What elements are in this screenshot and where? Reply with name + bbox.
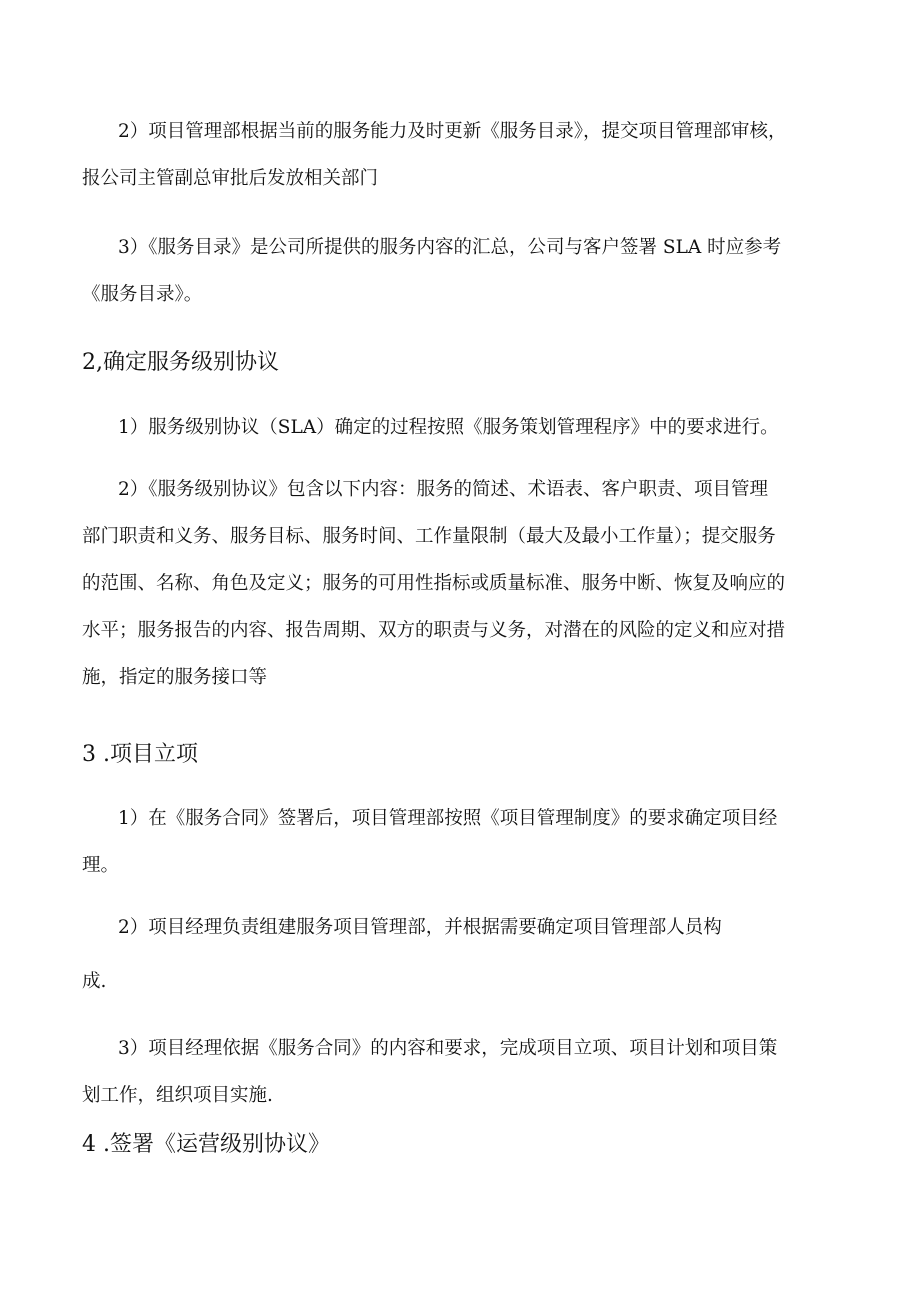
- paragraph-project-initiation: [82, 1025, 842, 1119]
- paragraph-project-manager: [82, 795, 842, 889]
- paragraph-line: 3）项目经理依据《服务合同》的内容和要求，完成项目立项、项目计划和项目策: [118, 1038, 778, 1059]
- paragraph-project-team: [82, 904, 842, 951]
- paragraph-sla-contents: [82, 466, 842, 701]
- paragraph-line: 施，指定的服务接口等: [82, 667, 268, 688]
- paragraph-service-catalog-summary: [82, 224, 842, 318]
- paragraph-line: 2）《服务级别协议》包含以下内容：服务的简述、术语表、客户职责、项目管理: [118, 479, 769, 500]
- paragraph-line: 成.: [82, 971, 107, 992]
- paragraph-line: 3）《服务目录》是公司所提供的服务内容的汇总，公司与客户签署 SLA 时应参考: [118, 237, 782, 258]
- paragraph-line: 划工作，组织项目实施.: [82, 1085, 273, 1106]
- paragraph-sla-process: [82, 404, 842, 451]
- paragraph-line: 1）在《服务合同》签署后，项目管理部按照《项目管理制度》的要求确定项目经: [118, 808, 778, 829]
- paragraph-line: 水平；服务报告的内容、报告周期、双方的职责与义务，对潜在的风险的定义和应对措: [82, 620, 786, 641]
- paragraph-project-team-continued: [82, 958, 842, 1005]
- paragraph-line: 的范围、名称、角色及定义；服务的可用性指标或质量标准、服务中断、恢复及响应的: [82, 573, 786, 594]
- paragraph-line: 《服务目录》。: [82, 284, 203, 305]
- section-heading-4: 4 .签署《运营级别协议》: [82, 1132, 330, 1157]
- section-heading-3: 3 .项目立项: [82, 742, 198, 767]
- paragraph-line: 报公司主管副总审批后发放相关部门: [82, 168, 379, 189]
- paragraph-line: 1）服务级别协议（SLA）确定的过程按照《服务策划管理程序》中的要求进行。: [118, 417, 779, 438]
- paragraph-line: 2）项目管理部根据当前的服务能力及时更新《服务目录》，提交项目管理部审核，: [118, 121, 787, 142]
- paragraph-update-service-catalog: [82, 108, 842, 202]
- paragraph-line: 理。: [82, 855, 120, 876]
- section-heading-2: 2,确定服务级别协议: [82, 350, 279, 375]
- paragraph-line: 2）项目经理负责组建服务项目管理部，并根据需要确定项目管理部人员构: [118, 917, 722, 938]
- paragraph-line: 部门职责和义务、服务目标、服务时间、工作量限制（最大及最小工作量）；提交服务: [82, 526, 776, 547]
